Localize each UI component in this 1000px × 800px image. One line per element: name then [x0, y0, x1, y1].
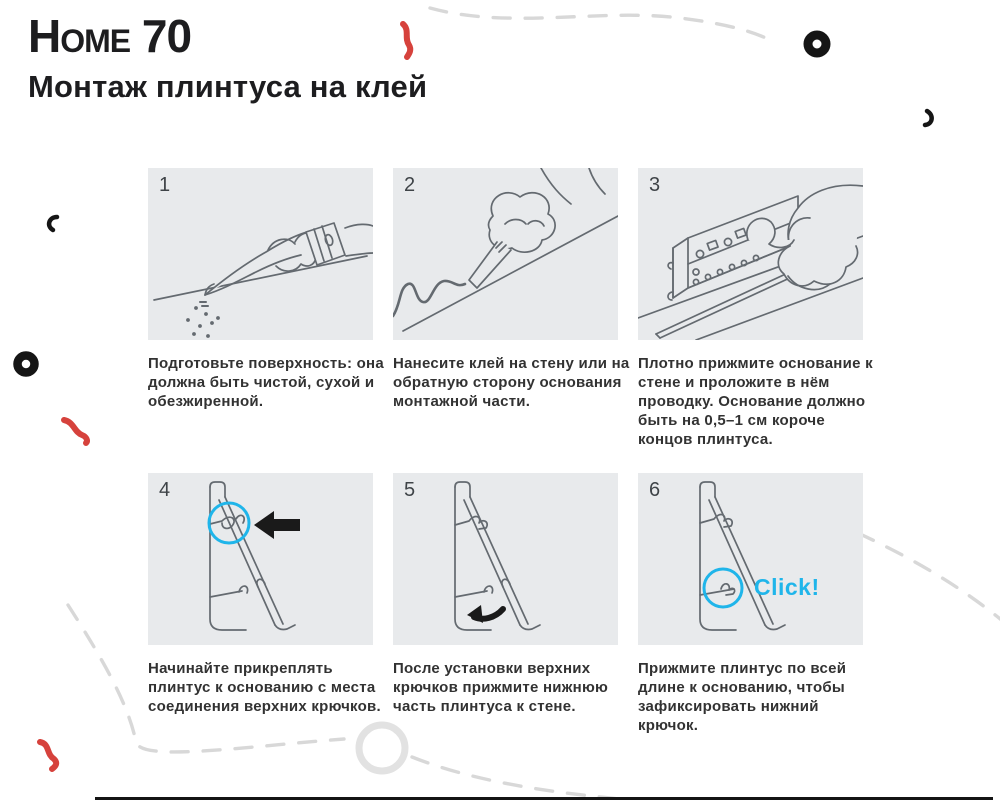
- page-subtitle: Монтаж плинтуса на клей: [28, 69, 428, 105]
- step-card-6: [638, 473, 863, 750]
- step-caption: Начинайте прикреплять плинтус к основанию с места соединения верхних крючков.: [148, 660, 381, 716]
- step-1-panel: [148, 168, 373, 340]
- step-6-panel: [638, 473, 863, 645]
- step-number: 2: [404, 174, 416, 196]
- page-title: Home 70: [28, 10, 192, 62]
- step-number: 3: [649, 174, 661, 196]
- base-strip-pressing-illustration: [638, 168, 863, 340]
- donut-icon: [808, 35, 826, 53]
- curl-mark-icon: [49, 217, 57, 230]
- step-caption: Прижмите плинтус по всей длине к основанию, чтобы зафиксировать нижний крючок.: [638, 660, 847, 735]
- dashed-curve-top-right: [430, 8, 776, 43]
- step-number: 6: [649, 479, 661, 501]
- red-squiggle-icon: [40, 742, 56, 769]
- step-card-1: [148, 168, 384, 473]
- donut-icon: [18, 356, 35, 373]
- step-card-5: [393, 473, 618, 750]
- step-5-panel: [393, 473, 618, 645]
- click-label: Click!: [754, 574, 820, 600]
- vacuum-cleaning-illustration: [148, 168, 373, 340]
- step-caption: Нанесите клей на стену или на обратную сторону основания монтажной части.: [393, 355, 630, 411]
- step-number: 1: [159, 174, 171, 196]
- step-card-2: [393, 168, 630, 473]
- highlight-circle: [704, 569, 742, 607]
- step-number: 5: [404, 479, 416, 501]
- curl-mark-icon: [925, 111, 932, 125]
- arrow-left-icon: [254, 511, 300, 539]
- page-header: [28, 12, 427, 104]
- step-3-panel: [638, 168, 863, 340]
- step-card-4: [148, 473, 381, 750]
- profile-bottom-press-illustration: [393, 473, 618, 645]
- step-number: 4: [159, 479, 171, 501]
- curved-arrow-left-icon: [467, 605, 503, 623]
- steps-grid: [148, 168, 873, 750]
- step-card-3: [638, 168, 873, 473]
- profile-top-hook-illustration: [148, 473, 373, 645]
- dashed-curve-bottom-right: [412, 757, 696, 800]
- step-4-panel: [148, 473, 373, 645]
- step-caption: Подготовьте поверхность: она должна быть чистой, сухой и обезжиренной.: [148, 355, 384, 411]
- profile-click-lock-illustration: [638, 473, 863, 645]
- step-caption: Плотно прижмите основание к стене и проложите в нём проводку. Основание должно быть на 0,5–1 см короче концов плинтуса.: [638, 355, 873, 449]
- red-squiggle-icon: [64, 420, 87, 443]
- step-caption: После установки верхних крючков прижмите нижнюю часть плинтуса к стене.: [393, 660, 609, 716]
- dashed-curve-right-middle: [858, 533, 1000, 622]
- step-2-panel: [393, 168, 618, 340]
- glue-applying-illustration: [393, 168, 618, 340]
